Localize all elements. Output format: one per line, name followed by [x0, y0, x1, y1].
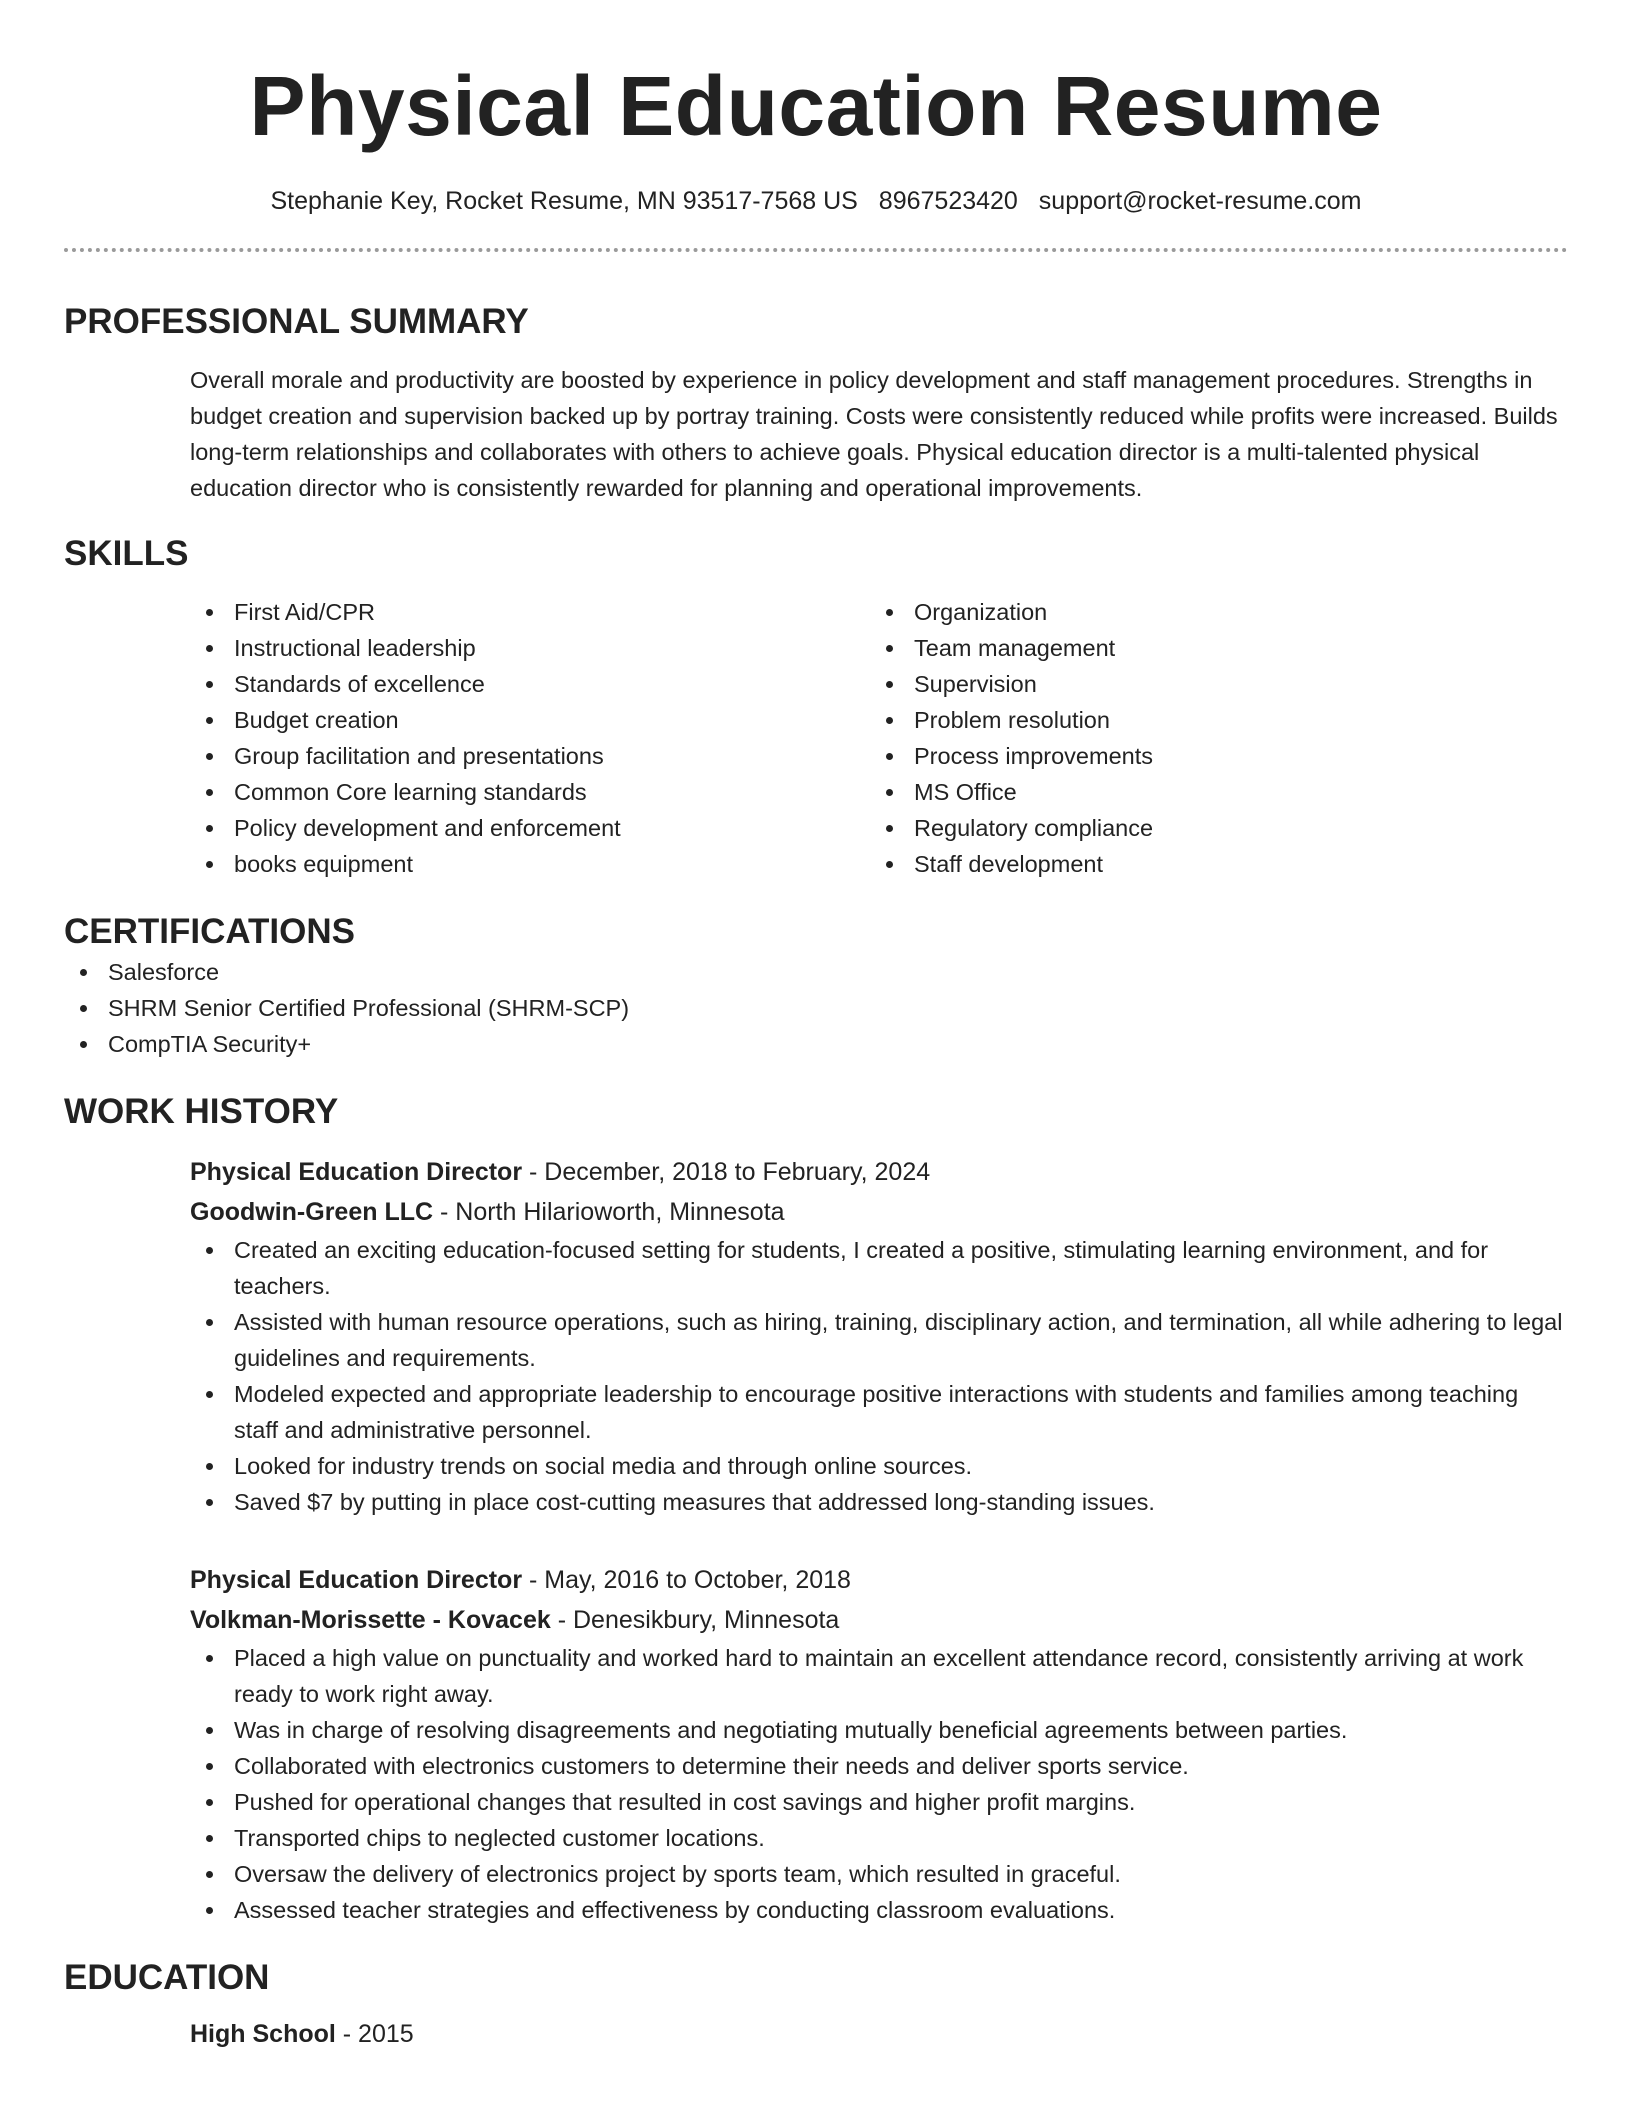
- job-entry: [64, 1560, 1568, 1928]
- skill-item: Team management: [870, 630, 1550, 666]
- skills-heading: SKILLS: [64, 534, 189, 573]
- skill-item: First Aid/CPR: [190, 594, 870, 630]
- skill-item: Organization: [870, 594, 1550, 630]
- job-bullet: Oversaw the delivery of electronics project by sports team, which resulted in graceful.: [190, 1856, 1568, 1892]
- skill-item: Supervision: [870, 666, 1550, 702]
- skill-item: Process improvements: [870, 738, 1550, 774]
- job-dates: - May, 2016 to October, 2018: [522, 1566, 851, 1594]
- job-bullet: Created an exciting education-focused setting for students, I created a positive, stimulating learning environment, and for teachers.: [190, 1232, 1568, 1304]
- skill-item: Regulatory compliance: [870, 810, 1550, 846]
- job-bullet: Pushed for operational changes that resulted in cost savings and higher profit margins.: [190, 1784, 1568, 1820]
- skill-item: Budget creation: [190, 702, 870, 738]
- skill-item: Common Core learning standards: [190, 774, 870, 810]
- job-company: Goodwin-Green LLC: [190, 1198, 434, 1226]
- job-location: - Denesikbury, Minnesota: [550, 1606, 840, 1634]
- job-title: Physical Education Director: [190, 1158, 523, 1186]
- skill-item: Group facilitation and presentations: [190, 738, 870, 774]
- job-bullet: Assisted with human resource operations, such as hiring, training, disciplinary action, and termination, all while adhering to legal guidelines and requirements.: [190, 1304, 1568, 1376]
- job-bullet: Assessed teacher strategies and effectiveness by conducting classroom evaluations.: [190, 1892, 1568, 1928]
- job-bullet: Modeled expected and appropriate leadership to encourage positive interactions with students and families among teaching staff and administrative personnel.: [190, 1376, 1568, 1448]
- education-heading: EDUCATION: [64, 1958, 270, 1997]
- job-bullet: Looked for industry trends on social media and through online sources.: [190, 1448, 1568, 1484]
- skills-grid: [64, 594, 1568, 882]
- skill-item: Standards of excellence: [190, 666, 870, 702]
- job-title-line: [190, 1152, 1568, 1192]
- job-company-line: [190, 1192, 1568, 1232]
- contact-email: support@rocket-resume.com: [1038, 187, 1362, 215]
- education-year: - 2015: [335, 2020, 414, 2048]
- job-bullet-list: [190, 1232, 1568, 1520]
- skill-item: Policy development and enforcement: [190, 810, 870, 846]
- job-bullet: Transported chips to neglected customer locations.: [190, 1820, 1568, 1856]
- certifications-heading: CERTIFICATIONS: [64, 912, 356, 951]
- skill-item: books equipment: [190, 846, 870, 882]
- contact-address: Stephanie Key, Rocket Resume, MN 93517-7568 US: [270, 187, 858, 215]
- certifications-list: [64, 954, 1568, 1062]
- job-bullet: Was in charge of resolving disagreements and negotiating mutually beneficial agreements between parties.: [190, 1712, 1568, 1748]
- summary-heading: PROFESSIONAL SUMMARY: [64, 302, 529, 341]
- certification-item: Salesforce: [64, 954, 1568, 990]
- resume-title: Physical Education Resume: [249, 59, 1383, 153]
- job-bullet-list: [190, 1640, 1568, 1928]
- job-bullet: Placed a high value on punctuality and worked hard to maintain an excellent attendance record, consistently arriving at work ready to work right away.: [190, 1640, 1568, 1712]
- skill-item: MS Office: [870, 774, 1550, 810]
- education-entry: [64, 2014, 1568, 2054]
- job-location: - North Hilarioworth, Minnesota: [433, 1198, 785, 1226]
- skills-left-list: [190, 594, 870, 882]
- certification-item: CompTIA Security+: [64, 1026, 1568, 1062]
- job-company-line: [190, 1600, 1568, 1640]
- skill-item: Instructional leadership: [190, 630, 870, 666]
- certification-item: SHRM Senior Certified Professional (SHRM-SCP): [64, 990, 1568, 1026]
- education-degree: High School: [190, 2020, 336, 2048]
- skill-item: Staff development: [870, 846, 1550, 882]
- header-divider: [64, 248, 1568, 252]
- contact-line: [64, 184, 1568, 218]
- job-company: Volkman-Morissette - Kovacek: [190, 1606, 551, 1634]
- job-bullet: Saved $7 by putting in place cost-cutting measures that addressed long-standing issues.: [190, 1484, 1568, 1520]
- skill-item: Problem resolution: [870, 702, 1550, 738]
- job-entry: [64, 1152, 1568, 1520]
- summary-text: Overall morale and productivity are boosted by experience in policy development and staff management procedures. Strengths in budget creation and supervision backed up by portray training. Costs were consistently reduced while profits were increased. Builds long-term relationships and collaborates with others to achieve goals. Physical education director is a multi-talented physical education director who is consistently rewarded for planning and operational improvements.: [190, 367, 1558, 501]
- job-bullet: Collaborated with electronics customers to determine their needs and deliver sports service.: [190, 1748, 1568, 1784]
- contact-phone: 8967523420: [878, 187, 1018, 215]
- work-history-heading: WORK HISTORY: [64, 1092, 339, 1131]
- job-dates: - December, 2018 to February, 2024: [522, 1158, 931, 1186]
- job-title: Physical Education Director: [190, 1566, 523, 1594]
- job-title-line: [190, 1560, 1568, 1600]
- skills-right-list: [870, 594, 1550, 882]
